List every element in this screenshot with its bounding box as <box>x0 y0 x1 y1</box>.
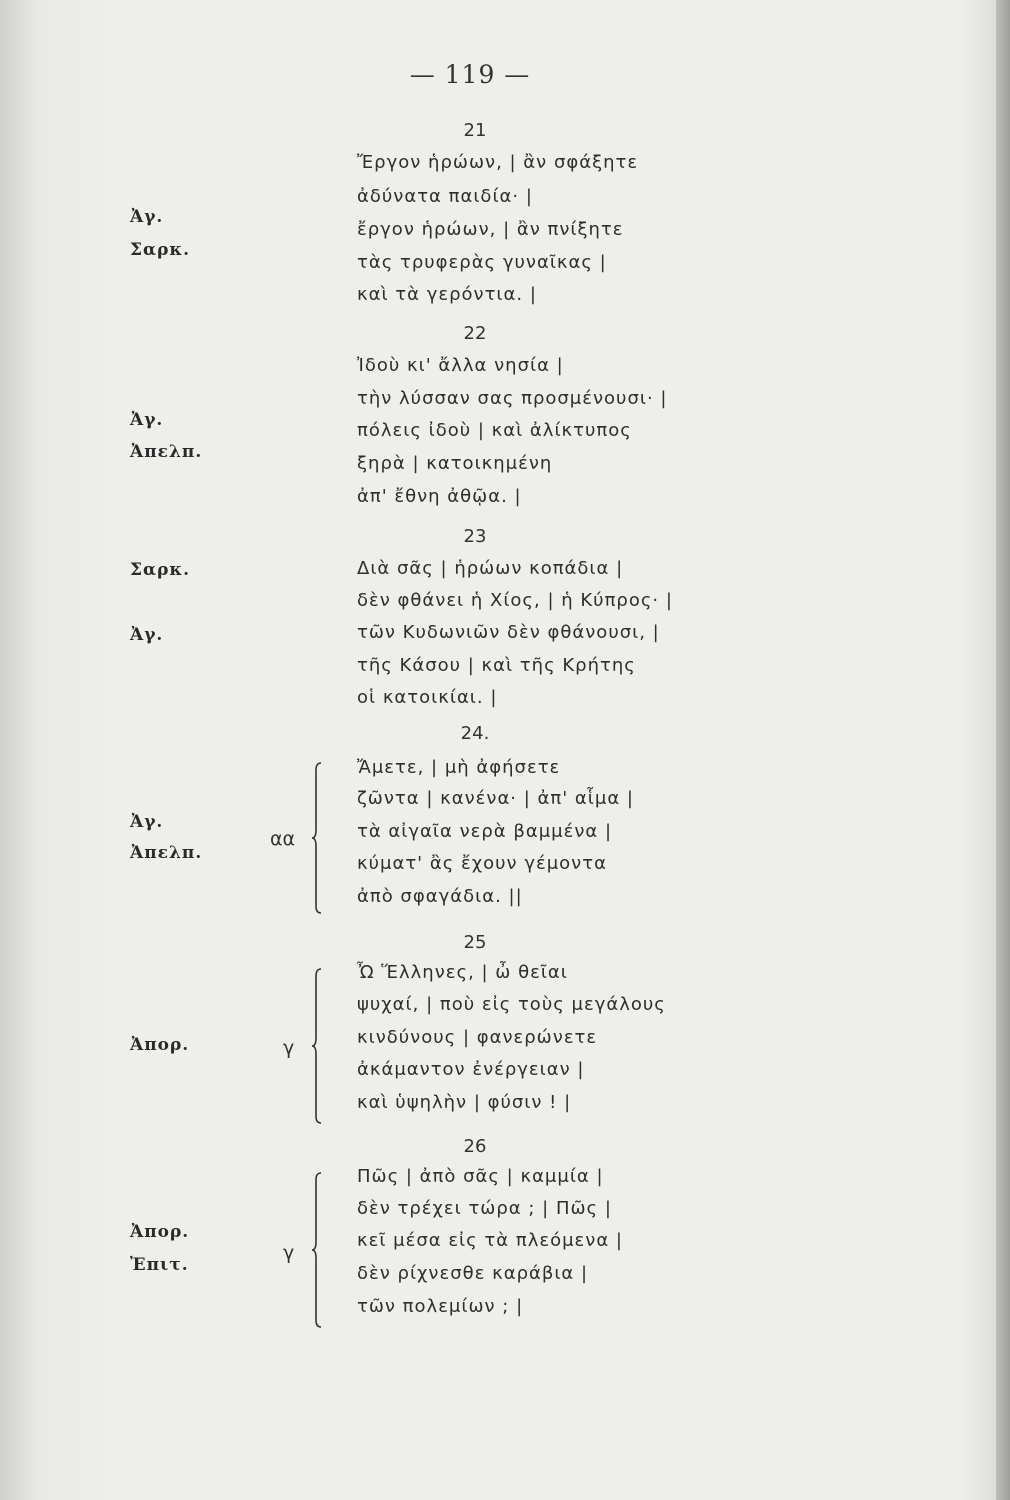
verse-line: ἔργον ἡρώων, | ἂν πνίξητε <box>357 219 624 240</box>
curly-brace-icon <box>311 762 323 914</box>
verse-line: Ὦ Ἕλληνες, | ὦ θεῖαι <box>357 962 568 983</box>
curly-brace-icon <box>311 1172 323 1328</box>
verse-line: τῶν Κυδωνιῶν δὲν φθάνουσι, | <box>357 622 660 643</box>
verse-line: Ἰδοὺ κι' ἄλλα νησία | <box>357 355 564 376</box>
verse-line: κύματ' ἂς ἔχουν γέμοντα <box>357 853 607 874</box>
stanza-number: 24. <box>460 723 490 744</box>
verse-line: τὴν λύσσαν σας προσμένουσι· | <box>357 388 668 409</box>
page-number: — 119 — <box>409 60 531 89</box>
rhyme-scheme-label: αα <box>270 828 296 850</box>
verse-line: οἱ κατοικίαι. | <box>357 687 498 708</box>
stanza-number: 22 <box>463 323 487 344</box>
verse-line: ζῶντα | κανένα· | ἀπ' αἷμα | <box>357 788 634 809</box>
verse-line: πόλεις ἰδοὺ | καὶ ἀλίκτυπος <box>357 420 632 441</box>
speaker-label: Ἀγ. <box>130 812 164 832</box>
verse-line: Πῶς | ἀπὸ σᾶς | καμμία | <box>357 1166 604 1187</box>
speaker-label: Ἀγ. <box>130 207 164 227</box>
verse-line: δὲν τρέχει τώρα ; | Πῶς | <box>357 1198 612 1219</box>
stanza-number: 23 <box>463 526 487 547</box>
verse-line: τῶν πολεμίων ; | <box>357 1296 524 1317</box>
verse-line: ἀκάμαντον ἐνέργειαν | <box>357 1059 585 1080</box>
verse-line: ἀπὸ σφαγάδια. || <box>357 886 523 907</box>
verse-line: ἀπ' ἔθνη ἀθῷα. | <box>357 486 522 507</box>
speaker-label: Ἀγ. <box>130 625 164 645</box>
speaker-label: Σαρκ. <box>130 560 191 580</box>
speaker-label: Ἀπελπ. <box>130 442 203 462</box>
verse-line: κεῖ μέσα εἰς τὰ πλεόμενα | <box>357 1230 623 1251</box>
speaker-label: Σαρκ. <box>130 240 191 260</box>
speaker-label: Ἀπελπ. <box>130 843 203 863</box>
verse-line: ξηρὰ | κατοικημένη <box>357 453 553 474</box>
verse-line: ψυχαί, | ποὺ εἰς τοὺς μεγάλους <box>357 994 666 1015</box>
page-edge-shadow <box>996 0 1010 1500</box>
verse-line: τὰς τρυφερὰς γυναῖκας | <box>357 252 607 273</box>
verse-line: τῆς Κάσου | καὶ τῆς Κρήτης <box>357 655 636 676</box>
verse-line: ἀδύνατα παιδία· | <box>357 186 533 207</box>
verse-line: καὶ ὑψηλὴν | φύσιν ! | <box>357 1092 572 1113</box>
verse-line: Ἄμετε, | μὴ ἀφήσετε <box>357 757 561 778</box>
verse-line: Διὰ σᾶς | ἡρώων κοπάδια | <box>357 558 624 579</box>
verse-line: δὲν ρίχνεσθε καράβια | <box>357 1263 589 1284</box>
speaker-label: Ἀγ. <box>130 410 164 430</box>
curly-brace-icon <box>311 968 323 1124</box>
verse-line: τὰ αἰγαῖα νερὰ βαμμένα | <box>357 821 613 842</box>
speaker-label: Ἀπορ. <box>130 1035 190 1055</box>
verse-line: Ἔργον ἡρώων, | ἂν σφάξητε <box>357 152 639 173</box>
rhyme-scheme-label: γ <box>283 1242 295 1264</box>
verse-line: δὲν φθάνει ἡ Χίος, | ἡ Κύπρος· | <box>357 590 673 611</box>
verse-line: κινδύνους | φανερώνετε <box>357 1027 598 1048</box>
stanza-number: 21 <box>463 120 487 141</box>
speaker-label: Ἀπορ. <box>130 1222 190 1242</box>
rhyme-scheme-label: γ <box>283 1037 295 1059</box>
stanza-number: 25 <box>463 932 487 953</box>
stanza-number: 26 <box>463 1136 487 1157</box>
speaker-label: Ἐπιτ. <box>130 1255 189 1275</box>
verse-line: καὶ τὰ γερόντια. | <box>357 284 537 305</box>
